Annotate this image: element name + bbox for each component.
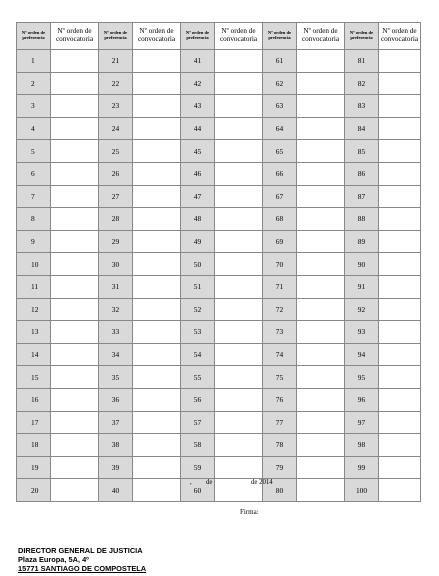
preference-number: 44 (181, 117, 215, 140)
call-order-field[interactable] (51, 185, 99, 208)
table-row (17, 321, 421, 344)
preference-number: 48 (181, 208, 215, 231)
preference-number: 54 (181, 343, 215, 366)
call-order-field[interactable] (297, 388, 345, 411)
preference-number: 86 (345, 162, 379, 185)
call-order-field[interactable] (379, 185, 421, 208)
preference-number: 76 (263, 388, 297, 411)
call-order-field[interactable] (297, 366, 345, 389)
preference-number: 60 (181, 479, 215, 502)
call-order-field[interactable] (133, 298, 181, 321)
address-street: Plaza Europa, 5A, 4º (18, 555, 89, 564)
call-order-field[interactable] (379, 275, 421, 298)
call-order-field[interactable] (297, 321, 345, 344)
call-order-field[interactable] (51, 162, 99, 185)
call-order-field[interactable] (215, 343, 263, 366)
call-order-field[interactable] (51, 72, 99, 95)
preference-number: 78 (263, 434, 297, 457)
header-call-order: Nº orden de convocatoria (215, 23, 263, 50)
call-order-field[interactable] (51, 117, 99, 140)
preference-number: 83 (345, 95, 379, 118)
call-order-field[interactable] (297, 140, 345, 163)
call-order-field[interactable] (379, 321, 421, 344)
call-order-field[interactable] (51, 298, 99, 321)
preference-number: 72 (263, 298, 297, 321)
call-order-field[interactable] (297, 95, 345, 118)
preference-number: 77 (263, 411, 297, 434)
preference-number: 25 (99, 140, 133, 163)
call-order-field[interactable] (133, 140, 181, 163)
call-order-field[interactable] (215, 72, 263, 95)
table-row (17, 253, 421, 276)
preference-number: 30 (99, 253, 133, 276)
table-body (17, 50, 421, 502)
preference-number: 71 (263, 275, 297, 298)
call-order-field[interactable] (215, 298, 263, 321)
preference-number: 63 (263, 95, 297, 118)
preference-number: 64 (263, 117, 297, 140)
preference-number: 82 (345, 72, 379, 95)
call-order-field[interactable] (215, 321, 263, 344)
preference-number: 16 (17, 388, 51, 411)
call-order-field[interactable] (51, 50, 99, 73)
call-order-field[interactable] (297, 117, 345, 140)
preference-number: 8 (17, 208, 51, 231)
table-row (17, 185, 421, 208)
preference-number: 13 (17, 321, 51, 344)
call-order-field[interactable] (379, 366, 421, 389)
preference-number: 100 (345, 479, 379, 502)
header-preference: Nº orden de preferencia (99, 23, 133, 50)
preference-number: 67 (263, 185, 297, 208)
call-order-field[interactable] (215, 411, 263, 434)
call-order-field[interactable] (379, 72, 421, 95)
preference-number: 1 (17, 50, 51, 73)
call-order-field[interactable] (215, 95, 263, 118)
date-comma: , (190, 479, 192, 486)
call-order-field[interactable] (297, 72, 345, 95)
preference-number: 89 (345, 230, 379, 253)
preference-number: 41 (181, 50, 215, 73)
preference-number: 42 (181, 72, 215, 95)
call-order-field[interactable] (51, 343, 99, 366)
preference-number: 14 (17, 343, 51, 366)
preference-number: 91 (345, 275, 379, 298)
call-order-field[interactable] (133, 343, 181, 366)
preference-number: 45 (181, 140, 215, 163)
call-order-field[interactable] (51, 208, 99, 231)
table-row (17, 208, 421, 231)
preference-number: 31 (99, 275, 133, 298)
table-row (17, 230, 421, 253)
call-order-field[interactable] (215, 366, 263, 389)
preference-number: 15 (17, 366, 51, 389)
header-preference: Nº orden de preferencia (17, 23, 51, 50)
preference-number: 40 (99, 479, 133, 502)
preference-number: 49 (181, 230, 215, 253)
preference-number: 21 (99, 50, 133, 73)
table-row (17, 162, 421, 185)
preference-number: 92 (345, 298, 379, 321)
call-order-field[interactable] (215, 275, 263, 298)
table-row (17, 117, 421, 140)
preference-number: 59 (181, 456, 215, 479)
preference-number: 97 (345, 411, 379, 434)
preference-number: 96 (345, 388, 379, 411)
call-order-field[interactable] (379, 117, 421, 140)
call-order-field[interactable] (215, 117, 263, 140)
preference-number: 27 (99, 185, 133, 208)
preference-number: 46 (181, 162, 215, 185)
table-row (17, 343, 421, 366)
preference-number: 62 (263, 72, 297, 95)
call-order-field[interactable] (215, 434, 263, 457)
date-year-label: de 2014 (251, 479, 273, 486)
preference-number: 43 (181, 95, 215, 118)
call-order-field[interactable] (133, 208, 181, 231)
call-order-field[interactable] (133, 95, 181, 118)
preference-number: 53 (181, 321, 215, 344)
call-order-field[interactable] (297, 298, 345, 321)
preference-number: 2 (17, 72, 51, 95)
table-row (17, 95, 421, 118)
preference-number: 19 (17, 456, 51, 479)
call-order-field[interactable] (297, 185, 345, 208)
preference-number: 81 (345, 50, 379, 73)
preference-number: 47 (181, 185, 215, 208)
call-order-field[interactable] (297, 162, 345, 185)
call-order-field[interactable] (133, 50, 181, 73)
call-order-field[interactable] (133, 456, 181, 479)
call-order-field[interactable] (215, 50, 263, 73)
preference-number: 61 (263, 50, 297, 73)
header-call-order: Nº orden de convocatoria (51, 23, 99, 50)
date-de-label: de (206, 479, 213, 486)
preference-number: 7 (17, 185, 51, 208)
table-row (17, 50, 421, 73)
table-row (17, 298, 421, 321)
preference-number: 65 (263, 140, 297, 163)
call-order-field[interactable] (51, 275, 99, 298)
preference-number: 22 (99, 72, 133, 95)
table-header-row (17, 23, 421, 50)
preference-number: 32 (99, 298, 133, 321)
call-order-field[interactable] (133, 162, 181, 185)
call-order-field[interactable] (51, 456, 99, 479)
preference-number: 68 (263, 208, 297, 231)
call-order-field[interactable] (133, 434, 181, 457)
table-row (17, 411, 421, 434)
call-order-field[interactable] (51, 140, 99, 163)
date-line (0, 479, 439, 491)
preference-number: 70 (263, 253, 297, 276)
preference-number: 20 (17, 479, 51, 502)
preference-number: 57 (181, 411, 215, 434)
call-order-field[interactable] (297, 208, 345, 231)
call-order-field[interactable] (215, 185, 263, 208)
call-order-field[interactable] (51, 434, 99, 457)
call-order-field[interactable] (297, 50, 345, 73)
call-order-field[interactable] (51, 366, 99, 389)
preference-number: 12 (17, 298, 51, 321)
preference-number: 3 (17, 95, 51, 118)
call-order-field[interactable] (133, 321, 181, 344)
call-order-field[interactable] (379, 253, 421, 276)
preference-number: 17 (17, 411, 51, 434)
call-order-field[interactable] (133, 230, 181, 253)
call-order-field[interactable] (379, 162, 421, 185)
preference-table (16, 22, 421, 502)
header-call-order: Nº orden de convocatoria (133, 23, 181, 50)
call-order-field[interactable] (297, 411, 345, 434)
preference-number: 26 (99, 162, 133, 185)
preference-number: 94 (345, 343, 379, 366)
preference-number: 38 (99, 434, 133, 457)
call-order-field[interactable] (379, 434, 421, 457)
preference-number: 56 (181, 388, 215, 411)
call-order-field[interactable] (215, 208, 263, 231)
table-row (17, 140, 421, 163)
preference-number: 28 (99, 208, 133, 231)
header-preference: Nº orden de preferencia (181, 23, 215, 50)
signature-label: Firma: (240, 508, 259, 516)
call-order-field[interactable] (297, 343, 345, 366)
preference-number: 37 (99, 411, 133, 434)
call-order-field[interactable] (297, 253, 345, 276)
call-order-field[interactable] (215, 162, 263, 185)
call-order-field[interactable] (51, 230, 99, 253)
preference-number: 9 (17, 230, 51, 253)
preference-number: 33 (99, 321, 133, 344)
table-row (17, 72, 421, 95)
preference-number: 93 (345, 321, 379, 344)
preference-number: 4 (17, 117, 51, 140)
table-row (17, 366, 421, 389)
call-order-field[interactable] (133, 72, 181, 95)
preference-number: 74 (263, 343, 297, 366)
call-order-field[interactable] (133, 275, 181, 298)
call-order-field[interactable] (215, 253, 263, 276)
preference-number: 85 (345, 140, 379, 163)
call-order-field[interactable] (297, 456, 345, 479)
preference-number: 58 (181, 434, 215, 457)
preference-number: 29 (99, 230, 133, 253)
header-call-order: Nº orden de convocatoria (297, 23, 345, 50)
preference-number: 75 (263, 366, 297, 389)
call-order-field[interactable] (379, 411, 421, 434)
address-city: 15771 SANTIAGO DE COMPOSTELA (18, 564, 147, 573)
call-order-field[interactable] (51, 388, 99, 411)
table-row (17, 434, 421, 457)
call-order-field[interactable] (133, 185, 181, 208)
call-order-field[interactable] (379, 230, 421, 253)
call-order-field[interactable] (379, 95, 421, 118)
preference-number: 99 (345, 456, 379, 479)
call-order-field[interactable] (133, 411, 181, 434)
table-row (17, 456, 421, 479)
call-order-field[interactable] (379, 140, 421, 163)
header-preference: Nº orden de preferencia (263, 23, 297, 50)
preference-number: 90 (345, 253, 379, 276)
preference-number: 66 (263, 162, 297, 185)
header-preference: Nº orden de preferencia (345, 23, 379, 50)
preference-number: 39 (99, 456, 133, 479)
table-row (17, 388, 421, 411)
call-order-field[interactable] (379, 298, 421, 321)
preference-number: 51 (181, 275, 215, 298)
call-order-field[interactable] (51, 411, 99, 434)
preference-number: 6 (17, 162, 51, 185)
call-order-field[interactable] (379, 388, 421, 411)
call-order-field[interactable] (133, 388, 181, 411)
call-order-field[interactable] (379, 50, 421, 73)
call-order-field[interactable] (379, 456, 421, 479)
table-row (17, 275, 421, 298)
preference-number: 79 (263, 456, 297, 479)
preference-number: 84 (345, 117, 379, 140)
preference-number: 88 (345, 208, 379, 231)
call-order-field[interactable] (297, 434, 345, 457)
call-order-field[interactable] (133, 117, 181, 140)
call-order-field[interactable] (51, 95, 99, 118)
preference-number: 98 (345, 434, 379, 457)
call-order-field[interactable] (51, 253, 99, 276)
preference-number: 11 (17, 275, 51, 298)
call-order-field[interactable] (215, 388, 263, 411)
call-order-field[interactable] (379, 208, 421, 231)
call-order-field[interactable] (51, 321, 99, 344)
call-order-field[interactable] (215, 230, 263, 253)
preference-number: 23 (99, 95, 133, 118)
preference-number: 50 (181, 253, 215, 276)
preference-number: 80 (263, 479, 297, 502)
preference-number: 10 (17, 253, 51, 276)
preference-number: 18 (17, 434, 51, 457)
preference-number: 36 (99, 388, 133, 411)
address-recipient: DIRECTOR GENERAL DE JUSTICIA (18, 546, 143, 555)
call-order-field[interactable] (379, 343, 421, 366)
call-order-field[interactable] (133, 253, 181, 276)
preference-number: 69 (263, 230, 297, 253)
address-block (18, 546, 146, 573)
preference-number: 52 (181, 298, 215, 321)
call-order-field[interactable] (297, 275, 345, 298)
call-order-field[interactable] (215, 140, 263, 163)
preference-number: 73 (263, 321, 297, 344)
preference-number: 24 (99, 117, 133, 140)
call-order-field[interactable] (215, 456, 263, 479)
preference-number: 87 (345, 185, 379, 208)
preference-number: 95 (345, 366, 379, 389)
preference-number: 5 (17, 140, 51, 163)
call-order-field[interactable] (297, 230, 345, 253)
header-call-order: Nº orden de convocatoria (379, 23, 421, 50)
preference-number: 35 (99, 366, 133, 389)
call-order-field[interactable] (133, 366, 181, 389)
preference-number: 55 (181, 366, 215, 389)
preference-number: 34 (99, 343, 133, 366)
